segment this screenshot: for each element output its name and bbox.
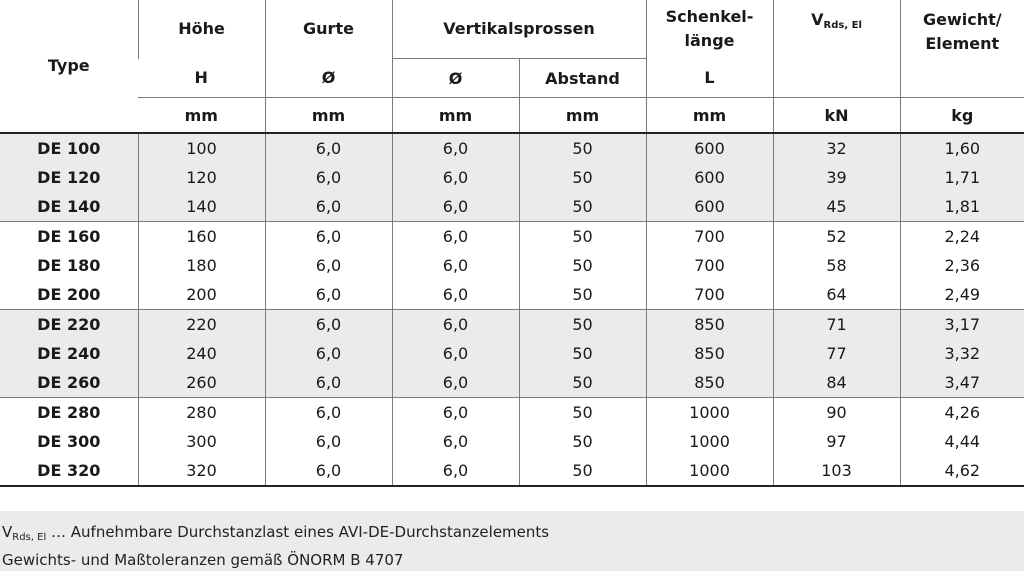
cell-vert-diameter: 6,0 [392,163,519,192]
cell-abstand: 50 [519,192,646,222]
cell-h: 120 [138,163,265,192]
row-group-3 [0,310,1024,398]
cell-l: 600 [646,133,773,163]
cell-g: 2,24 [900,222,1024,252]
cell-g: 3,32 [900,339,1024,368]
symbol-h: H [138,59,265,98]
cell-h: 320 [138,456,265,486]
footnote-vrds-text: … Aufnehmbare Durchstanzlast eines AVI-DE-Durchstanzelements [46,523,550,541]
footnotes [0,511,1024,571]
cell-l: 700 [646,222,773,252]
cell-vert-diameter: 6,0 [392,368,519,398]
cell-vert-diameter: 6,0 [392,427,519,456]
cell-gurte: 6,0 [265,398,392,428]
symbol-vert-diameter: Ø [392,59,519,98]
table-row [0,427,1024,456]
cell-l: 1000 [646,456,773,486]
cell-l: 1000 [646,398,773,428]
footnote-vrds-subscript: Rds, El [12,532,47,543]
unit-abstand: mm [519,98,646,134]
col-header-schenkellaenge [646,0,773,59]
cell-abstand: 50 [519,133,646,163]
cell-v: 103 [773,456,900,486]
cell-v: 64 [773,280,900,310]
cell-type: DE 180 [0,251,138,280]
cell-h: 280 [138,398,265,428]
cell-v: 84 [773,368,900,398]
cell-h: 180 [138,251,265,280]
cell-abstand: 50 [519,368,646,398]
cell-gurte: 6,0 [265,280,392,310]
table-row [0,398,1024,428]
schenkel-line1: Schenkel- [665,7,754,27]
col-header-vertikalsprossen: Vertikalsprossen [392,0,646,59]
cell-v: 32 [773,133,900,163]
col-header-gewicht [900,0,1024,98]
unit-g: kg [900,98,1024,134]
vrds-symbol: V [811,10,824,29]
cell-vert-diameter: 6,0 [392,456,519,486]
cell-vert-diameter: 6,0 [392,310,519,340]
cell-gurte: 6,0 [265,251,392,280]
cell-abstand: 50 [519,339,646,368]
cell-type: DE 200 [0,280,138,310]
cell-abstand: 50 [519,251,646,280]
cell-l: 850 [646,339,773,368]
cell-h: 140 [138,192,265,222]
gewicht-line1: Gewicht/ [922,10,1002,29]
cell-g: 4,26 [900,398,1024,428]
cell-gurte: 6,0 [265,133,392,163]
table-row [0,456,1024,486]
cell-g: 1,60 [900,133,1024,163]
cell-gurte: 6,0 [265,192,392,222]
table-row [0,133,1024,163]
row-group-4 [0,398,1024,487]
table-row [0,163,1024,192]
cell-type: DE 100 [0,133,138,163]
cell-l: 600 [646,163,773,192]
cell-abstand: 50 [519,398,646,428]
cell-g: 4,62 [900,456,1024,486]
unit-vert-diameter: mm [392,98,519,134]
cell-v: 45 [773,192,900,222]
row-group-1 [0,133,1024,222]
cell-l: 850 [646,310,773,340]
cell-g: 3,47 [900,368,1024,398]
cell-gurte: 6,0 [265,456,392,486]
cell-v: 39 [773,163,900,192]
cell-abstand: 50 [519,427,646,456]
unit-v: kN [773,98,900,134]
cell-abstand: 50 [519,163,646,192]
table-row [0,280,1024,310]
cell-type: DE 300 [0,427,138,456]
cell-gurte: 6,0 [265,163,392,192]
cell-h: 100 [138,133,265,163]
cell-vert-diameter: 6,0 [392,222,519,252]
cell-l: 850 [646,368,773,398]
cell-gurte: 6,0 [265,310,392,340]
cell-l: 700 [646,251,773,280]
cell-type: DE 320 [0,456,138,486]
cell-v: 71 [773,310,900,340]
cell-h: 260 [138,368,265,398]
col-header-gurte: Gurte [265,0,392,59]
col-header-type: Type [0,0,138,133]
cell-g: 2,36 [900,251,1024,280]
cell-gurte: 6,0 [265,339,392,368]
table-row [0,222,1024,252]
cell-v: 58 [773,251,900,280]
cell-l: 1000 [646,427,773,456]
footnote-vrds [2,521,1024,549]
cell-vert-diameter: 6,0 [392,133,519,163]
table-row [0,192,1024,222]
row-group-2 [0,222,1024,310]
cell-g: 2,49 [900,280,1024,310]
cell-vert-diameter: 6,0 [392,280,519,310]
cell-vert-diameter: 6,0 [392,339,519,368]
cell-v: 77 [773,339,900,368]
cell-h: 160 [138,222,265,252]
unit-h: mm [138,98,265,134]
cell-g: 1,81 [900,192,1024,222]
cell-abstand: 50 [519,222,646,252]
cell-vert-diameter: 6,0 [392,398,519,428]
cell-type: DE 260 [0,368,138,398]
cell-g: 4,44 [900,427,1024,456]
vrds-subscript: Rds, El [823,20,862,31]
cell-v: 97 [773,427,900,456]
footnote-tolerances: Gewichts- und Maßtoleranzen gemäß ÖNORM B 4707 [2,551,404,569]
cell-h: 300 [138,427,265,456]
cell-type: DE 160 [0,222,138,252]
unit-l: mm [646,98,773,134]
symbol-abstand: Abstand [519,59,646,98]
cell-g: 1,71 [900,163,1024,192]
cell-abstand: 50 [519,280,646,310]
schenkel-line2: länge [684,31,735,51]
cell-h: 220 [138,310,265,340]
cell-gurte: 6,0 [265,222,392,252]
cell-v: 52 [773,222,900,252]
cell-vert-diameter: 6,0 [392,251,519,280]
cell-v: 90 [773,398,900,428]
table-row [0,310,1024,340]
cell-abstand: 50 [519,310,646,340]
cell-type: DE 280 [0,398,138,428]
cell-g: 3,17 [900,310,1024,340]
cell-gurte: 6,0 [265,368,392,398]
cell-type: DE 240 [0,339,138,368]
table-row [0,339,1024,368]
col-header-vrds [773,0,900,98]
col-header-hoehe: Höhe [138,0,265,59]
cell-type: DE 220 [0,310,138,340]
cell-l: 600 [646,192,773,222]
symbol-l: L [646,59,773,98]
cell-abstand: 50 [519,456,646,486]
cell-h: 200 [138,280,265,310]
cell-l: 700 [646,280,773,310]
gewicht-line2: Element [925,34,1000,53]
symbol-gurte-diameter: Ø [265,59,392,98]
table-header [0,0,1024,133]
cell-type: DE 120 [0,163,138,192]
cell-type: DE 140 [0,192,138,222]
cell-h: 240 [138,339,265,368]
unit-gurte: mm [265,98,392,134]
footnote-vrds-symbol: V [2,523,13,541]
cell-gurte: 6,0 [265,427,392,456]
table-row [0,368,1024,398]
table-row [0,251,1024,280]
cell-vert-diameter: 6,0 [392,192,519,222]
